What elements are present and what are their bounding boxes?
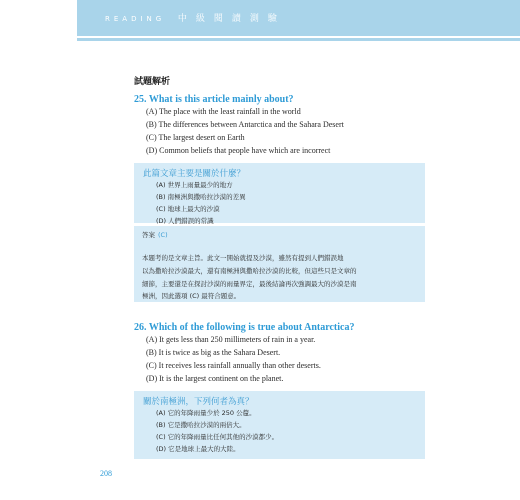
q26-zh-option-a: (A) 它的年降雨量少於 250 公釐。 — [156, 409, 256, 417]
q25-zh-title: 此篇文章主要是關於什麼？ — [143, 169, 246, 179]
analysis-line: 極洲，因此選項 (C) 最符合題意。 — [142, 292, 241, 301]
q25-answer — [142, 230, 168, 239]
question-26: 26. Which of the following is true about Antarctica? — [134, 322, 355, 333]
page-number: 208 — [100, 469, 112, 478]
q26-option-d: (D) It is the largest continent on the planet. — [146, 374, 284, 383]
q26-zh-option-c: (C) 它的年降雨量比任何其他的沙漠都少。 — [156, 433, 279, 441]
analysis-line: 以為撒哈拉沙漠最大，還有南極洲與撒哈拉沙漠的比較，但這些只是文章的 — [142, 266, 357, 275]
q25-zh-option-d: (D) 人們錯誤的常識 — [156, 217, 214, 225]
q26-option-a: (A) It gets less than 250 millimeters of rain in a year. — [146, 335, 316, 344]
header-band — [77, 0, 520, 36]
question-25: 25. What is this article mainly about? — [134, 94, 294, 105]
analysis-line: 細節，主要還是在探討沙漠的雨量界定，最後結論再次強調最大的沙漠是南 — [142, 279, 357, 288]
q25-option-a: (A) The place with the least rainfall in the world — [146, 107, 301, 116]
q25-option-c: (C) The largest desert on Earth — [146, 133, 245, 142]
q25-zh-option-a: (A) 世界上雨量最少的地方 — [156, 181, 233, 189]
q25-option-d: (D) Common beliefs that people have which are incorrect — [146, 146, 331, 155]
header-title-zh: 中級閱讀測驗 — [177, 14, 286, 24]
analysis-line: 本題考的是文章主旨。此文一開始就提及沙漠，雖然有提到人們錯誤地 — [142, 254, 344, 262]
q25-option-b: (B) The differences between Antarctica and the Sahara Desert — [146, 120, 344, 129]
header-title-en: READING — [105, 15, 166, 23]
q25-analysis — [142, 252, 424, 303]
q26-zh-title: 關於南極洲，下列何者為真？ — [143, 397, 254, 407]
section-title: 試題解析 — [134, 77, 171, 87]
q25-translation-box — [134, 163, 425, 223]
q25-zh-option-b: (B) 南極洲與撒哈拉沙漠的差異 — [156, 193, 246, 201]
q26-zh-option-b: (B) 它是撒哈拉沙漠的兩倍大。 — [156, 421, 246, 429]
header-stripe — [77, 38, 520, 41]
q25-zh-option-c: (C) 地球上最大的沙漠 — [156, 205, 220, 213]
q26-option-c: (C) It receives less rainfall annually than other deserts. — [146, 361, 321, 370]
q26-zh-option-d: (D) 它是地球上最大的大陸。 — [156, 445, 240, 453]
header-title — [105, 11, 286, 24]
answer-value: (C) — [158, 231, 168, 239]
q26-option-b: (B) It is twice as big as the Sahara Desert. — [146, 348, 281, 357]
q26-translation-box — [134, 391, 425, 459]
answer-label: 答案 — [142, 231, 155, 239]
